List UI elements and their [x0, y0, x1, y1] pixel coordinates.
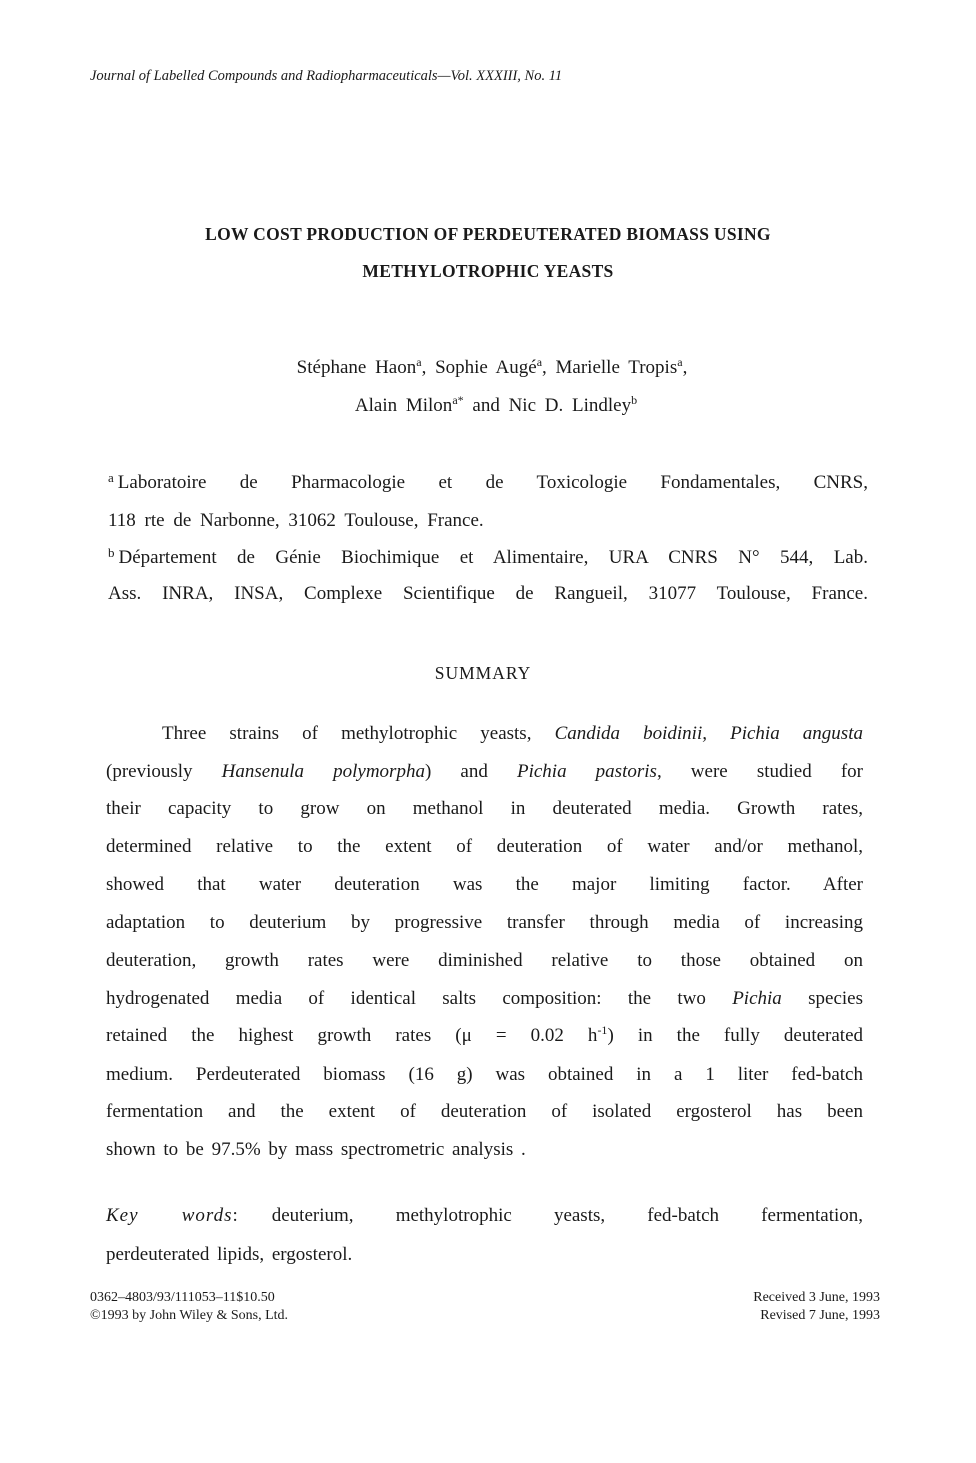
author-name: Sophie Augé	[435, 357, 537, 378]
received-date: Received 3 June, 1993	[753, 1290, 880, 1305]
summary-text: ) in the fully deuterated	[607, 1025, 863, 1046]
journal-header: Journal of Labelled Compounds and Radiopharmaceuticals—Vol. XXXIII, No. 11	[90, 68, 563, 84]
author-separator: ,	[682, 357, 688, 378]
summary-text: , were studied for	[656, 761, 864, 782]
summary-heading: SUMMARY	[434, 663, 532, 683]
affiliation-b-line-2: Ass. INRA, INSA, Complexe Scientifique de Rangueil, 31077 Toulouse, France.	[108, 583, 868, 604]
summary-text: (previously	[106, 761, 222, 782]
summary-line: medium. Perdeuterated biomass (16 g) was obtained in a 1 liter fed-batch	[106, 1064, 863, 1085]
author-name: Nic D. Lindley	[508, 395, 632, 416]
author-affiliation-mark: a	[416, 355, 422, 369]
affiliation-b-text: Département de Génie Biochimique et Alimentaire, URA CNRS N° 544, Lab.	[118, 547, 868, 568]
summary-line: adaptation to deuterium by progressive transfer through media of increasing	[106, 912, 863, 933]
author-affiliation-mark: a*	[452, 393, 464, 407]
summary-line: showed that water deuteration was the major limiting factor. After	[106, 874, 863, 895]
keywords-text: deuterium, methylotrophic yeasts, fed-batch fermentation,	[271, 1205, 864, 1226]
author-name: Stéphane Haon	[296, 357, 417, 378]
author-separator: ,	[421, 357, 436, 378]
author-line-1	[0, 357, 976, 379]
footer-right	[620, 1289, 880, 1325]
paper-title-line-2: METHYLOTROPHIC YEASTS	[362, 261, 614, 281]
footer-left	[90, 1289, 288, 1325]
author-line-2	[0, 395, 976, 417]
species-name: Hansenula polymorpha	[221, 761, 425, 782]
article-code: 0362–4803/93/111053–11$10.50	[90, 1290, 275, 1305]
species-name: Pichia pastoris	[516, 761, 657, 782]
affiliation-a-line-1	[108, 472, 868, 494]
author-name: Marielle Tropis	[555, 357, 678, 378]
author-affiliation-mark: a	[677, 355, 683, 369]
keywords-line-2: perdeuterated lipids, ergosterol.	[106, 1244, 353, 1265]
summary-line: determined relative to the extent of deuteration of water and/or methanol,	[106, 836, 863, 857]
summary-line: their capacity to grow on methanol in deuterated media. Growth rates,	[106, 798, 863, 819]
species-name: Pichia	[732, 988, 782, 1009]
author-name: Alain Milon	[354, 395, 453, 416]
affiliation-b-line-1	[108, 547, 868, 569]
summary-line	[162, 723, 863, 745]
keywords-line-1	[106, 1205, 863, 1227]
summary-text: hydrogenated media of identical salts composition: the two	[106, 988, 733, 1009]
author-separator: ,	[542, 357, 556, 378]
author-affiliation-mark: a	[536, 355, 543, 369]
paper-title-line-1: LOW COST PRODUCTION OF PERDEUTERATED BIOMASS USING	[205, 224, 771, 244]
summary-line: deuteration, growth rates were diminished relative to those obtained on	[106, 950, 863, 971]
summary-text: Three strains of methylotrophic yeasts,	[162, 723, 555, 744]
summary-line: fermentation and the extent of deuteration of isolated ergosterol has been	[106, 1101, 863, 1122]
summary-line	[106, 1025, 863, 1047]
keywords-label: Key words	[106, 1205, 233, 1226]
summary-line: shown to be 97.5% by mass spectrometric analysis .	[106, 1139, 526, 1160]
affiliation-a-line-2: 118 rte de Narbonne, 31062 Toulouse, France.	[108, 510, 484, 531]
summary-line	[106, 988, 863, 1010]
affiliation-mark-a: a	[108, 470, 114, 485]
affiliation-mark-b: b	[108, 545, 115, 560]
author-affiliation-mark: b	[631, 393, 638, 407]
exponent: -1	[597, 1023, 608, 1037]
copyright: ©1993 by John Wiley & Sons, Ltd.	[90, 1308, 289, 1323]
summary-line	[106, 761, 863, 783]
revised-date: Revised 7 June, 1993	[760, 1308, 880, 1323]
keywords-colon: :	[232, 1205, 238, 1226]
author-separator: and	[463, 395, 509, 416]
summary-text: ) and	[424, 761, 517, 782]
affiliation-a-text: Laboratoire de Pharmacologie et de Toxicologie Fondamentales, CNRS,	[117, 472, 868, 493]
summary-text: retained the highest growth rates (μ = 0.02 h	[106, 1025, 598, 1046]
species-names: Candida boidinii, Pichia angusta	[554, 723, 863, 744]
summary-text: species	[781, 988, 863, 1009]
